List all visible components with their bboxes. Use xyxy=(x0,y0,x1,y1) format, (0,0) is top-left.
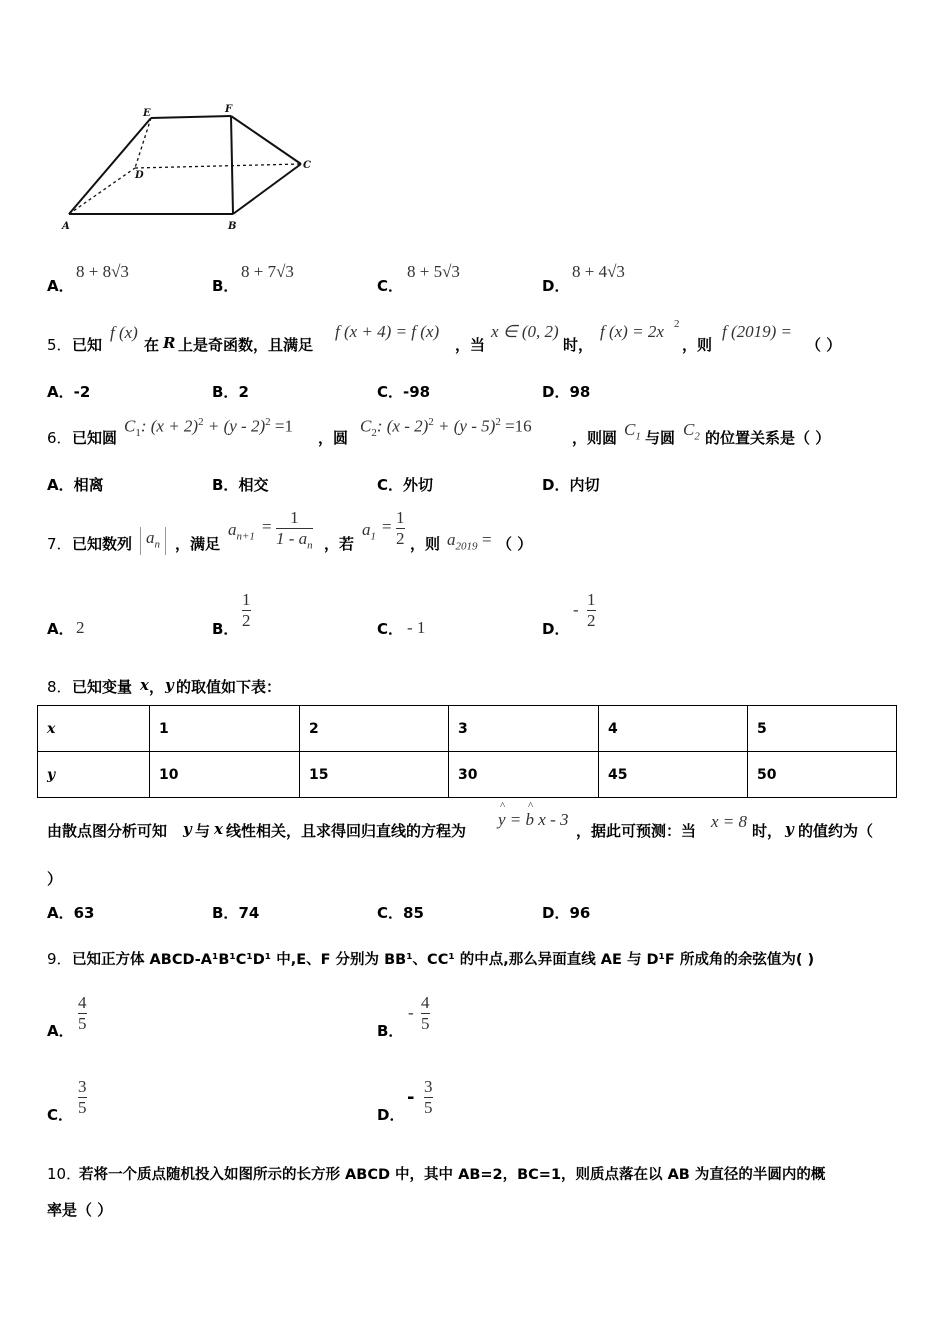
q6-c1-sub: 1 xyxy=(135,427,141,440)
table-row xyxy=(38,706,897,752)
q7-option-a-label[interactable]: A． xyxy=(47,620,74,638)
q10-number: 10． xyxy=(47,1165,82,1183)
q6-text-5: 的位置关系是（ ） xyxy=(705,429,831,447)
q7-option-a-value: 2 xyxy=(76,618,85,637)
table-cell: 1 xyxy=(150,706,300,752)
q6-option-a[interactable] xyxy=(47,474,104,495)
q8-option-c-value: 85 xyxy=(403,904,424,922)
q8-var-y: y xyxy=(165,676,174,694)
q8-stmt-6: 的值约为（ xyxy=(798,822,874,840)
q9-number: 9． xyxy=(47,950,72,968)
q8-number: 8． xyxy=(47,678,72,696)
q5-text-2: 在 xyxy=(144,336,160,354)
q7-text-2: ，满足 xyxy=(175,535,221,553)
q8-stmt-var-x: x xyxy=(214,820,223,838)
q7-option-d-num: 1 xyxy=(587,590,596,609)
q8-stmt-4: ，据此可预测：当 xyxy=(576,822,697,840)
q7-init-letter: a xyxy=(362,520,371,539)
label-c: C xyxy=(303,160,311,171)
q4-option-c-value: 8 + 5√3 xyxy=(407,262,460,281)
q6-option-d[interactable] xyxy=(542,474,599,495)
q9-option-d-num: 3 xyxy=(424,1077,433,1096)
table-header-y: y xyxy=(38,752,150,798)
q7-text-5: （ ） xyxy=(497,535,533,553)
q7-init-den: 2 xyxy=(396,529,405,548)
q8-option-d[interactable] xyxy=(542,902,590,923)
q5-option-b-value: 2 xyxy=(238,383,249,401)
table-cell: 2 xyxy=(300,706,449,752)
q7-seq-letter: a xyxy=(146,528,155,547)
table-cell: 4 xyxy=(599,706,748,752)
q8-stmt-3: 线性相关，且求得回归直线的方程为 xyxy=(226,822,467,840)
q7-initial-frac xyxy=(396,508,405,549)
q5-math-fx: f (x) xyxy=(110,323,138,342)
table-cell: 30 xyxy=(449,752,599,798)
q9-option-b-sign: - xyxy=(408,1003,414,1022)
edge-fc xyxy=(231,116,301,164)
q9-text: 已知正方体 ABCD-A¹B¹C¹D¹ 中,E、F 分别为 BB¹、CC¹ 的中点,那么异面直线 AE 与 D¹F 所成角的余弦值为( ) xyxy=(72,952,815,968)
table-cell: 50 xyxy=(748,752,897,798)
q9-option-c-num: 3 xyxy=(78,1077,87,1096)
q10-line-2: 率是（ ） xyxy=(47,1201,113,1219)
q6-option-c-value: 外切 xyxy=(403,476,434,494)
label-a: A xyxy=(62,221,70,232)
table-cell: 45 xyxy=(599,752,748,798)
q9-option-c-den: 5 xyxy=(78,1098,87,1117)
q6-option-b-value: 相交 xyxy=(238,476,269,494)
q8-option-b-value: 74 xyxy=(238,904,260,922)
q4-option-b-value: 8 + 7√3 xyxy=(241,262,294,281)
q5-option-d[interactable] xyxy=(542,381,590,402)
q5-text-5: 时， xyxy=(563,336,594,354)
q7-recurrence-frac xyxy=(276,508,313,555)
q6-option-c-label: C． xyxy=(377,476,404,494)
q6-c2-sub: 2 xyxy=(371,427,377,440)
q6-circle-c1-eq xyxy=(124,416,293,439)
q9-option-a-num: 4 xyxy=(78,993,87,1012)
q5-option-a-label: A． xyxy=(47,383,74,401)
q6-ref-c2 xyxy=(683,420,700,442)
q8-stmt-var-y2: y xyxy=(785,820,794,838)
q5-option-a[interactable] xyxy=(47,381,90,402)
q5-option-c-value: -98 xyxy=(403,383,431,401)
table-cell: 3 xyxy=(449,706,599,752)
q6-number: 6． xyxy=(47,429,72,447)
q5-text-4: ，当 xyxy=(455,336,486,354)
q5-option-b-label: B． xyxy=(212,383,239,401)
q7-target-letter: a xyxy=(447,530,456,549)
q9-option-a-frac xyxy=(78,993,87,1034)
q7-rec-num: 1 xyxy=(290,508,299,527)
q7-option-d-label[interactable]: D． xyxy=(542,620,570,638)
q7-text-4: ，则 xyxy=(410,535,441,553)
q8-option-a-value: 63 xyxy=(73,904,95,922)
q6-c1-part3: =1 xyxy=(270,416,293,436)
data-table xyxy=(37,705,897,798)
q7-option-d-sign: - xyxy=(573,600,579,619)
q7-text-1: 已知数列 xyxy=(72,535,133,553)
q6-option-b[interactable] xyxy=(212,474,268,495)
q7-number: 7． xyxy=(47,535,72,553)
q9-option-b-den: 5 xyxy=(421,1014,430,1033)
q6-text-4: 与圆 xyxy=(645,429,676,447)
q7-rec-den-text: 1 - a xyxy=(276,529,308,548)
q7-init-sub: 1 xyxy=(370,530,376,543)
table-header-x: x xyxy=(38,706,150,752)
edge-ae xyxy=(69,118,151,214)
q6-c2-part3: =16 xyxy=(500,416,532,436)
q6-c1-part1: : (x + 2) xyxy=(140,416,199,436)
q5-option-d-label: D． xyxy=(542,383,570,401)
q7-option-d-den: 2 xyxy=(587,611,596,630)
q7-option-c-value: - 1 xyxy=(407,618,426,637)
q5-text-3: 上是奇函数，且满足 xyxy=(178,336,314,354)
q6-c1-letter: C xyxy=(124,416,136,436)
q6-option-a-value: 相离 xyxy=(73,476,104,494)
q5-math-periodic: f (x + 4) = f (x) xyxy=(335,322,440,341)
q8-comma: ， xyxy=(149,678,165,696)
q6-c1-part2: + (y - 2) xyxy=(203,416,266,436)
q5-text-6: ，则 xyxy=(682,336,713,354)
q9-option-b-label[interactable]: B． xyxy=(377,1022,404,1040)
q6-circle-c2-eq xyxy=(360,416,532,439)
q5-math-f2019: f (2019) = xyxy=(722,322,793,341)
q5-math-fx-def-exp: 2 xyxy=(674,318,680,330)
q6-option-d-value: 内切 xyxy=(569,476,600,494)
q8-math-x8: x = 8 xyxy=(711,812,748,831)
q8-hat-b: ^ xyxy=(528,800,534,812)
q8-option-d-value: 96 xyxy=(569,904,591,922)
label-d: D xyxy=(135,170,144,181)
q7-option-d-frac xyxy=(587,590,596,631)
q6-c1-sup1: 2 xyxy=(198,416,204,428)
q10-line-1: 若将一个质点随机投入如图所示的长方形 ABCD 中，其中 AB=2，BC=1，则质点落在以 AB 为直径的半圆内的概 xyxy=(79,1167,826,1183)
q5-option-c-label: C． xyxy=(377,383,404,401)
q8-text-2: 的取值如下表： xyxy=(176,678,282,696)
q8-stmt-var-y: y xyxy=(183,820,192,838)
q7-target-sub: 2019 xyxy=(455,540,478,553)
q5-option-a-value: -2 xyxy=(73,383,91,401)
q8-hat-y: ^ xyxy=(500,800,506,812)
q5-math-fx-def: f (x) = 2x xyxy=(600,322,664,341)
q7-init-num: 1 xyxy=(396,508,405,527)
q9-option-a-label[interactable]: A． xyxy=(47,1022,74,1040)
q6-c2-part2: + (y - 5) xyxy=(433,416,496,436)
q8-text-1: 已知变量 xyxy=(72,678,133,696)
q8-option-c[interactable] xyxy=(377,902,424,923)
q6-text-3: ，则圆 xyxy=(572,429,618,447)
label-e: E xyxy=(143,108,151,119)
q8-stmt-5: 时， xyxy=(752,822,783,840)
q6-option-d-label: D． xyxy=(542,476,570,494)
label-b: B xyxy=(228,221,237,232)
q6-text-2: ，圆 xyxy=(318,429,349,447)
q7-seq-sub: n xyxy=(154,538,160,551)
q8-option-a[interactable] xyxy=(47,902,94,923)
q7-text-3: ，若 xyxy=(324,535,355,553)
q9-option-d-sign: - xyxy=(407,1087,415,1108)
q9-option-d-label[interactable]: D． xyxy=(377,1106,405,1124)
q5-number: 5． xyxy=(47,336,72,354)
q4-option-a-value: 8 + 8√3 xyxy=(76,262,129,281)
edge-bc xyxy=(233,164,301,214)
q7-recurrence-eq: = xyxy=(262,517,272,536)
table-cell: 15 xyxy=(300,752,449,798)
table-row xyxy=(38,752,897,798)
q8-option-b-label: B． xyxy=(212,904,239,922)
q6-c2-letter: C xyxy=(360,416,372,436)
q7-initial-eq: = xyxy=(382,517,392,536)
edge-ef xyxy=(151,116,231,118)
q8-regression-eq: y = b x - 3 xyxy=(498,810,569,829)
q5-option-b[interactable] xyxy=(212,381,249,402)
q7-option-b-den: 2 xyxy=(242,611,251,630)
q4-option-a-label[interactable]: A． xyxy=(47,277,74,295)
q4-option-d-label[interactable]: D． xyxy=(542,277,570,295)
q8-stmt-7: ） xyxy=(47,870,63,888)
q8-stmt-2: 与 xyxy=(195,822,211,840)
q6-ref-c2-letter: C xyxy=(683,420,695,439)
q8-option-b[interactable] xyxy=(212,902,259,923)
q6-c2-sup2: 2 xyxy=(495,416,501,428)
q8-option-d-label: D． xyxy=(542,904,570,922)
q7-option-b-frac xyxy=(242,590,251,631)
q7-target xyxy=(447,530,478,552)
q6-option-a-label: A． xyxy=(47,476,74,494)
q9-option-c-frac xyxy=(78,1077,87,1118)
q6-c1-sup2: 2 xyxy=(265,416,271,428)
q4-option-b-label[interactable]: B． xyxy=(212,277,239,295)
q6-option-b-label: B． xyxy=(212,476,239,494)
q9-option-b-frac xyxy=(421,993,430,1034)
q7-target-eq: = xyxy=(482,530,492,549)
q7-option-c-label[interactable]: C． xyxy=(377,620,404,638)
q7-rec-sub: n+1 xyxy=(236,530,255,543)
q7-option-b-num: 1 xyxy=(242,590,251,609)
q9-option-c-label[interactable]: C． xyxy=(47,1106,74,1124)
q6-text-1: 已知圆 xyxy=(72,429,118,447)
q6-ref-c1-letter: C xyxy=(624,420,636,439)
label-f: F xyxy=(225,104,233,115)
q6-c2-part1: : (x - 2) xyxy=(376,416,429,436)
q4-option-c-label[interactable]: C． xyxy=(377,277,404,295)
q5-set-r: R xyxy=(163,334,176,352)
table-cell: 5 xyxy=(748,706,897,752)
q9-option-b-num: 4 xyxy=(421,993,430,1012)
q5-option-d-value: 98 xyxy=(569,383,591,401)
geometry-figure xyxy=(55,98,325,238)
q6-ref-c1-sub: 1 xyxy=(635,430,641,443)
q4-option-d-value: 8 + 4√3 xyxy=(572,262,625,281)
q6-ref-c1 xyxy=(624,420,641,442)
q7-rec-den xyxy=(276,529,313,555)
q8-option-a-label: A． xyxy=(47,904,74,922)
q7-option-b-label[interactable]: B． xyxy=(212,620,239,638)
q7-initial-lhs xyxy=(362,520,376,542)
q7-recurrence-lhs xyxy=(228,520,255,542)
q5-text-1: 已知 xyxy=(72,336,103,354)
edge-dc xyxy=(135,164,301,168)
q9-option-d-frac xyxy=(424,1077,433,1118)
q8-var-x: x xyxy=(140,676,149,694)
q9-option-d-den: 5 xyxy=(424,1098,433,1117)
q6-ref-c2-sub: 2 xyxy=(694,430,700,443)
q9-option-a-den: 5 xyxy=(78,1014,87,1033)
q5-math-interval: x ∈ (0, 2) xyxy=(491,322,559,341)
q7-sequence xyxy=(140,527,166,555)
q6-c2-sup1: 2 xyxy=(428,416,434,428)
q8-stmt-1: 由散点图分析可知 xyxy=(47,822,168,840)
q7-rec-den-sub: n xyxy=(307,539,313,552)
q7-rec-letter: a xyxy=(228,520,237,539)
q8-option-c-label: C． xyxy=(377,904,404,922)
q5-text-7: （ ） xyxy=(806,336,842,354)
table-cell: 10 xyxy=(150,752,300,798)
q5-option-c[interactable] xyxy=(377,381,430,402)
q6-option-c[interactable] xyxy=(377,474,433,495)
edge-ed xyxy=(135,118,151,168)
